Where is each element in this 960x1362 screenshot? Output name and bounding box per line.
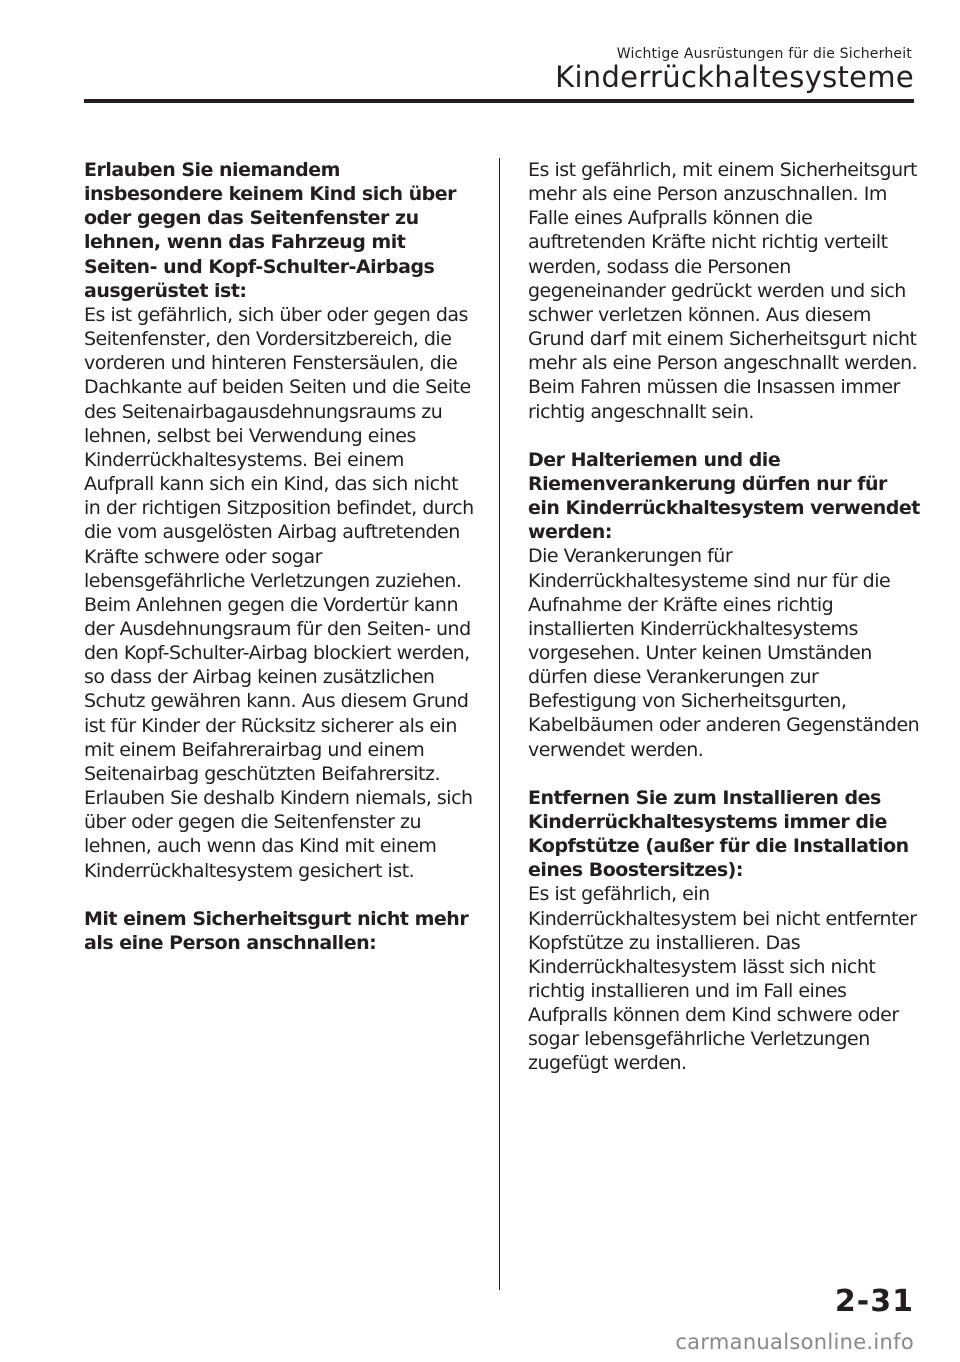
section-tether-anchorage <box>528 448 920 762</box>
column-divider <box>499 158 500 1290</box>
section-heading: Erlauben Sie niemandem insbesondere keinem Kind sich über oder gegen das Seitenfenster zu lehnen, wenn das Fahrzeug mit Seiten- und Kopf-Schulter-Airbags ausgerüstet ist: <box>84 159 457 302</box>
header-rule <box>84 99 914 103</box>
section-body: Es ist gefährlich, mit einem Sicherheitsgurt mehr als eine Person anzuschnallen. Im Falle eines Aufpralls können die auftretenden Kräfte nicht richtig verteilt werden, sodass die Personen gegeneinander gedrückt werden und sich schwer verletzen können. Aus diesem Grund darf mit einem Sicherheitsgurt nicht mehr als eine Person angeschnallt werden. Beim Fahren müssen die Insassen immer richtig angeschnallt sein. <box>528 159 918 423</box>
section-body: Es ist gefährlich, sich über oder gegen das Seitenfenster, den Vordersitzbereich, die vorderen und hinteren Fenstersäulen, die Dachkante auf beiden Seiten und die Seite des Seitenairbagausdehnungsraums zu lehnen, selbst bei Verwendung eines Kinderrückhaltesystems. Bei einem Aufprall kann sich ein Kind, das sich nicht in der richtigen Sitzposition befindet, durch die vom ausgelösten Airbag auftretenden Kräfte schwere oder sogar lebensgefährliche Verletzungen zuziehen. Beim Anlehnen gegen die Vordertür kann der Ausdehnungsraum für den Seiten- und den Kopf-Schulter-Airbag blockiert werden, so dass der Airbag keinen zusätzlichen Schutz gewähren kann. Aus diesem Grund ist für Kinder der Rücksitz sicherer als ein mit einem Beifahrerairbag und einem Seitenairbag geschützten Beifahrersitz. Erlauben Sie deshalb Kindern niemals, sich über oder gegen die Seitenfenster zu lehnen, auch wenn das Kind mit einem Kinderrückhaltesystem gesichert ist. <box>84 303 474 882</box>
section-one-person-belt <box>84 907 476 955</box>
watermark-text: carmanualsonline.info <box>675 1330 914 1354</box>
section-heading: Der Halteriemen und die Riemenverankerung dürfen nur für ein Kinderrückhaltesystem verwendet werden: <box>528 448 920 544</box>
section-heading: Mit einem Sicherheitsgurt nicht mehr als eine Person anschnallen: <box>84 907 469 954</box>
section-headrest-removal <box>528 786 920 1076</box>
section-side-window-warning <box>84 158 476 883</box>
section-body: Es ist gefährlich, ein Kinderrückhaltesystem bei nicht entfernter Kopfstütze zu installieren. Das Kinderrückhaltesystem lässt sich nicht richtig installieren und im Fall eines Aufpralls können dem Kind schwere oder sogar lebensgefährliche Verletzungen zugefügt werden. <box>528 883 917 1075</box>
header-subtitle: Wichtige Ausrüstungen für die Sicherheit <box>616 46 912 62</box>
section-one-person-belt-body <box>528 158 920 424</box>
left-column <box>84 158 476 955</box>
page-number: 2-31 <box>834 1284 914 1319</box>
header-title: Kinderrückhaltesysteme <box>555 60 914 94</box>
right-column <box>528 158 920 1076</box>
section-body: Die Verankerungen für Kinderrückhaltesysteme sind nur für die Aufnahme der Kräfte eines richtig installierten Kinderrückhaltesystems vorgesehen. Unter keinen Umständen dürfen diese Verankerungen zur Befestigung von Sicherheitsgurten, Kabelbäumen oder anderen Gegenständen verwendet werden. <box>528 545 920 761</box>
section-heading: Entfernen Sie zum Installieren des Kinderrückhaltesystems immer die Kopfstütze (außer für die Installation eines Boostersitzes): <box>528 786 909 882</box>
